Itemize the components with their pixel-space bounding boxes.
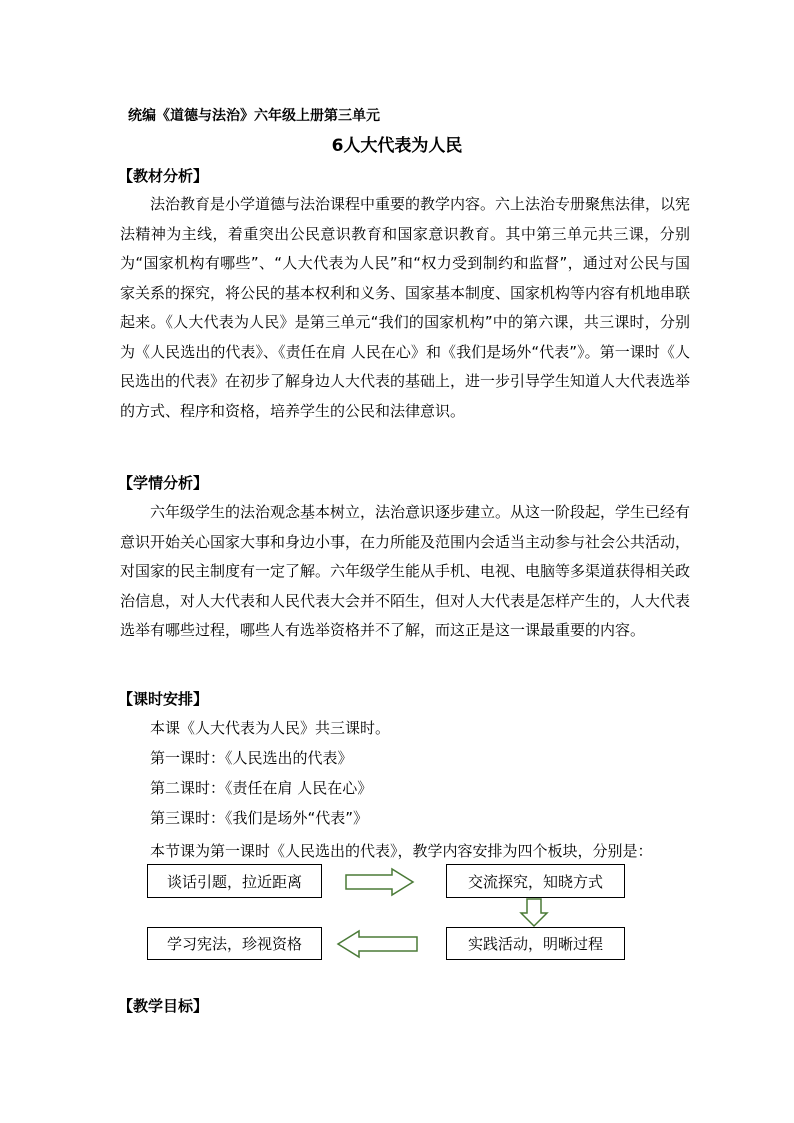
schedule-line: 第三课时：《我们是场外“代表”》 — [150, 809, 369, 827]
heading-lesson-schedule: 【课时安排】 — [118, 690, 209, 708]
document-subtitle: 统编《道德与法治》六年级上册第三单元 — [128, 108, 380, 124]
flow-box-step2: 交流探究，知晓方式 — [446, 864, 625, 898]
lesson-title: 6人大代表为人民 — [331, 136, 463, 156]
arrow-left-icon — [337, 930, 419, 958]
flow-box-step1: 谈话引题，拉近距离 — [147, 864, 322, 898]
heading-teaching-goals: 【教学目标】 — [118, 997, 209, 1015]
schedule-line: 第一课时：《人民选出的代表》 — [150, 749, 353, 767]
paragraph-student-analysis: 六年级学生的法治观念基本树立，法治意识逐步建立。从这一阶段起，学生已经有意识开始关心国家大事和身边小事，在力所能及范围内会适当主动参与社会公共活动，对国家的民主制度有一定了解。六年级学生能从手机、电视、电脑等多渠道获得相关政治信息，对人大代表和人民代表大会并不陌生，但对人大代表是怎样产生的，人大代表选举有哪些过程，哪些人有选举资格并不了解，而这正是这一课最重要的内容。 — [120, 503, 691, 639]
flow-box-step4: 学习宪法，珍视资格 — [147, 927, 322, 960]
schedule-line: 本节课为第一课时《人民选出的代表》，教学内容安排为四个板块，分别是： — [150, 842, 653, 860]
heading-textbook-analysis: 【教材分析】 — [118, 167, 209, 185]
arrow-right-icon — [345, 868, 415, 896]
flow-box-step3: 实践活动，明晰过程 — [446, 927, 625, 960]
paragraph-textbook-analysis: 法治教育是小学道德与法治课程中重要的教学内容。六上法治专册聚焦法律，以宪法精神为主线，着重突出公民意识教育和国家意识教育。其中第三单元共三课，分别为“国家机构有哪些”、“人大代表为人民”和“权力受到制约和监督”，通过对公民与国家关系的探究，将公民的基本权利和义务、国家基本制度、国家机构等内容有机地串联起来。《人大代表为人民》是第三单元“我们的国家机构”中的第六课，共三课时，分别为《人民选出的代表》、《责任在肩 人民在心》和《我们是场外“代表”》。第一课时《人民选出的代表》在初步了解身边人大代表的基础上，进一步引导学生知道人大代表选举的方式、程序和资格，培养学生的公民和法律意识。 — [120, 195, 691, 420]
schedule-line: 第二课时：《责任在肩 人民在心》 — [150, 779, 373, 797]
arrow-down-icon — [520, 898, 548, 928]
schedule-line: 本课《人大代表为人民》共三课时。 — [150, 719, 391, 737]
heading-student-analysis: 【学情分析】 — [118, 474, 209, 492]
